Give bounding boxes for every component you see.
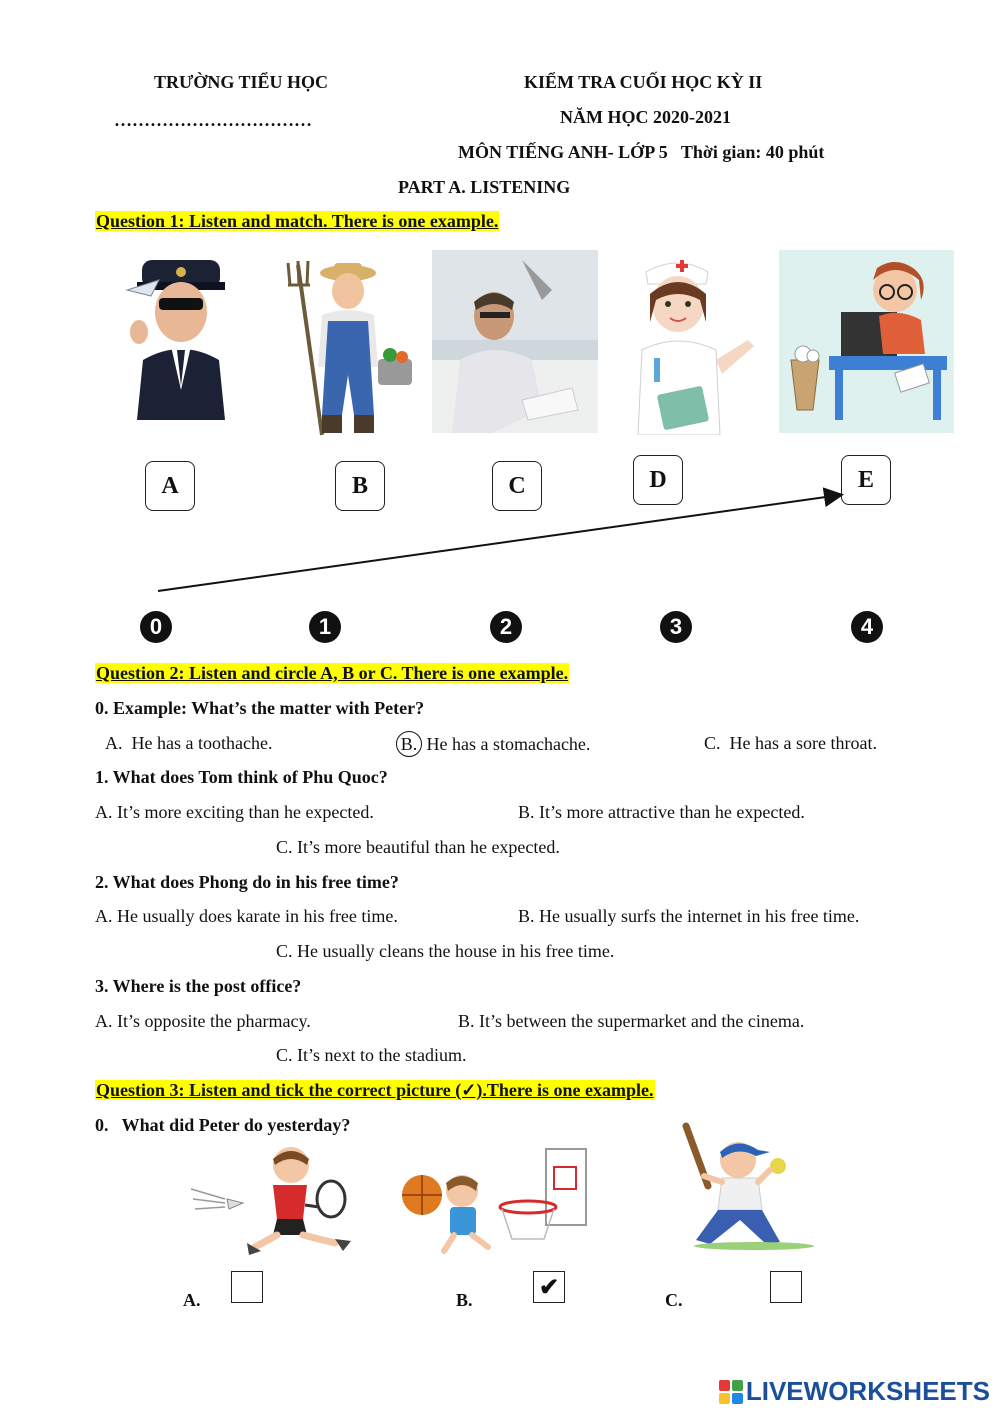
q3-example-question: 0. What did Peter do yesterday? bbox=[95, 1115, 351, 1135]
exam-title: KIỂM TRA CUỐI HỌC KỲ II bbox=[524, 72, 763, 92]
match-number-2: 2 bbox=[490, 611, 522, 643]
part-title: PART A. LISTENING bbox=[398, 177, 571, 197]
match-letter-a: A bbox=[145, 461, 195, 511]
match-number-1: 1 bbox=[309, 611, 341, 643]
q2-question-1: 1. What does Tom think of Phu Quoc? bbox=[95, 767, 388, 787]
q3-option-b-label: B. bbox=[456, 1290, 473, 1310]
q2-q2-option-a[interactable]: A. He usually does karate in his free time. bbox=[95, 906, 398, 926]
q2-example-option-b bbox=[396, 731, 590, 757]
q2-q2-option-b[interactable]: B. He usually surfs the internet in his free time. bbox=[518, 906, 860, 926]
q2-q3-option-c[interactable]: C. It’s next to the stadium. bbox=[276, 1045, 467, 1065]
q2-q3-option-a[interactable]: A. It’s opposite the pharmacy. bbox=[95, 1011, 311, 1031]
match-letter-d: D bbox=[633, 455, 683, 505]
q2-title-text: Question 2: Listen and circle A, B or C. There is one example. bbox=[96, 663, 569, 683]
subject-time: MÔN TIẾNG ANH- LỚP 5 Thời gian: 40 phút bbox=[458, 142, 825, 162]
q2-q1-option-b[interactable]: B. It’s more attractive than he expected. bbox=[518, 802, 805, 822]
q1-title-text: Question 1: Listen and match. There is one example. bbox=[96, 211, 499, 231]
badminton-picture bbox=[185, 1143, 363, 1258]
q2-example-option-b-text: He has a stomachache. bbox=[426, 734, 591, 754]
baseball-picture bbox=[670, 1120, 840, 1250]
q3-option-c-label: C. bbox=[665, 1290, 683, 1310]
q3-title bbox=[95, 1080, 655, 1101]
q3-option-c-checkbox[interactable] bbox=[770, 1271, 802, 1303]
liveworksheets-logo-text: LIVEWORKSHEETS bbox=[745, 1376, 990, 1406]
example-match-arrow bbox=[0, 0, 1000, 620]
q2-q2-option-c[interactable]: C. He usually cleans the house in his free time. bbox=[276, 941, 615, 961]
match-number-0: 0 bbox=[140, 611, 172, 643]
q2-question-3: 3. Where is the post office? bbox=[95, 976, 302, 996]
match-letter-b: B bbox=[335, 461, 385, 511]
q2-title bbox=[95, 663, 569, 684]
q3-option-a-label: A. bbox=[183, 1290, 201, 1310]
q2-example-option-a: A. He has a toothache. bbox=[105, 733, 273, 753]
q2-question-2: 2. What does Phong do in his free time? bbox=[95, 872, 399, 892]
q2-q1-option-a[interactable]: A. It’s more exciting than he expected. bbox=[95, 802, 374, 822]
q2-q1-option-c[interactable]: C. It’s more beautiful than he expected. bbox=[276, 837, 560, 857]
basketball-picture bbox=[398, 1143, 592, 1258]
school-year: NĂM HỌC 2020-2021 bbox=[560, 107, 731, 127]
match-letter-c: C bbox=[492, 461, 542, 511]
q2-example-question: 0. Example: What’s the matter with Peter? bbox=[95, 698, 425, 718]
q3-option-a-checkbox[interactable] bbox=[231, 1271, 263, 1303]
match-number-4: 4 bbox=[851, 611, 883, 643]
liveworksheets-logo bbox=[719, 1376, 990, 1407]
q2-q3-option-b[interactable]: B. It’s between the supermarket and the cinema. bbox=[458, 1011, 805, 1031]
q3-option-b-checkbox[interactable]: ✔ bbox=[533, 1271, 565, 1303]
q2-example-answer-circle: B. bbox=[396, 731, 422, 757]
school-name-blank: …………………………… bbox=[114, 110, 312, 130]
match-number-3: 3 bbox=[660, 611, 692, 643]
q2-example-option-c: C. He has a sore throat. bbox=[704, 733, 877, 753]
q3-title-text: Question 3: Listen and tick the correct picture (✓).There is one example. bbox=[96, 1080, 654, 1100]
school-name: TRƯỜNG TIỂU HỌC bbox=[154, 72, 329, 92]
liveworksheets-logo-icon bbox=[719, 1380, 743, 1404]
match-letter-e: E bbox=[841, 455, 891, 505]
